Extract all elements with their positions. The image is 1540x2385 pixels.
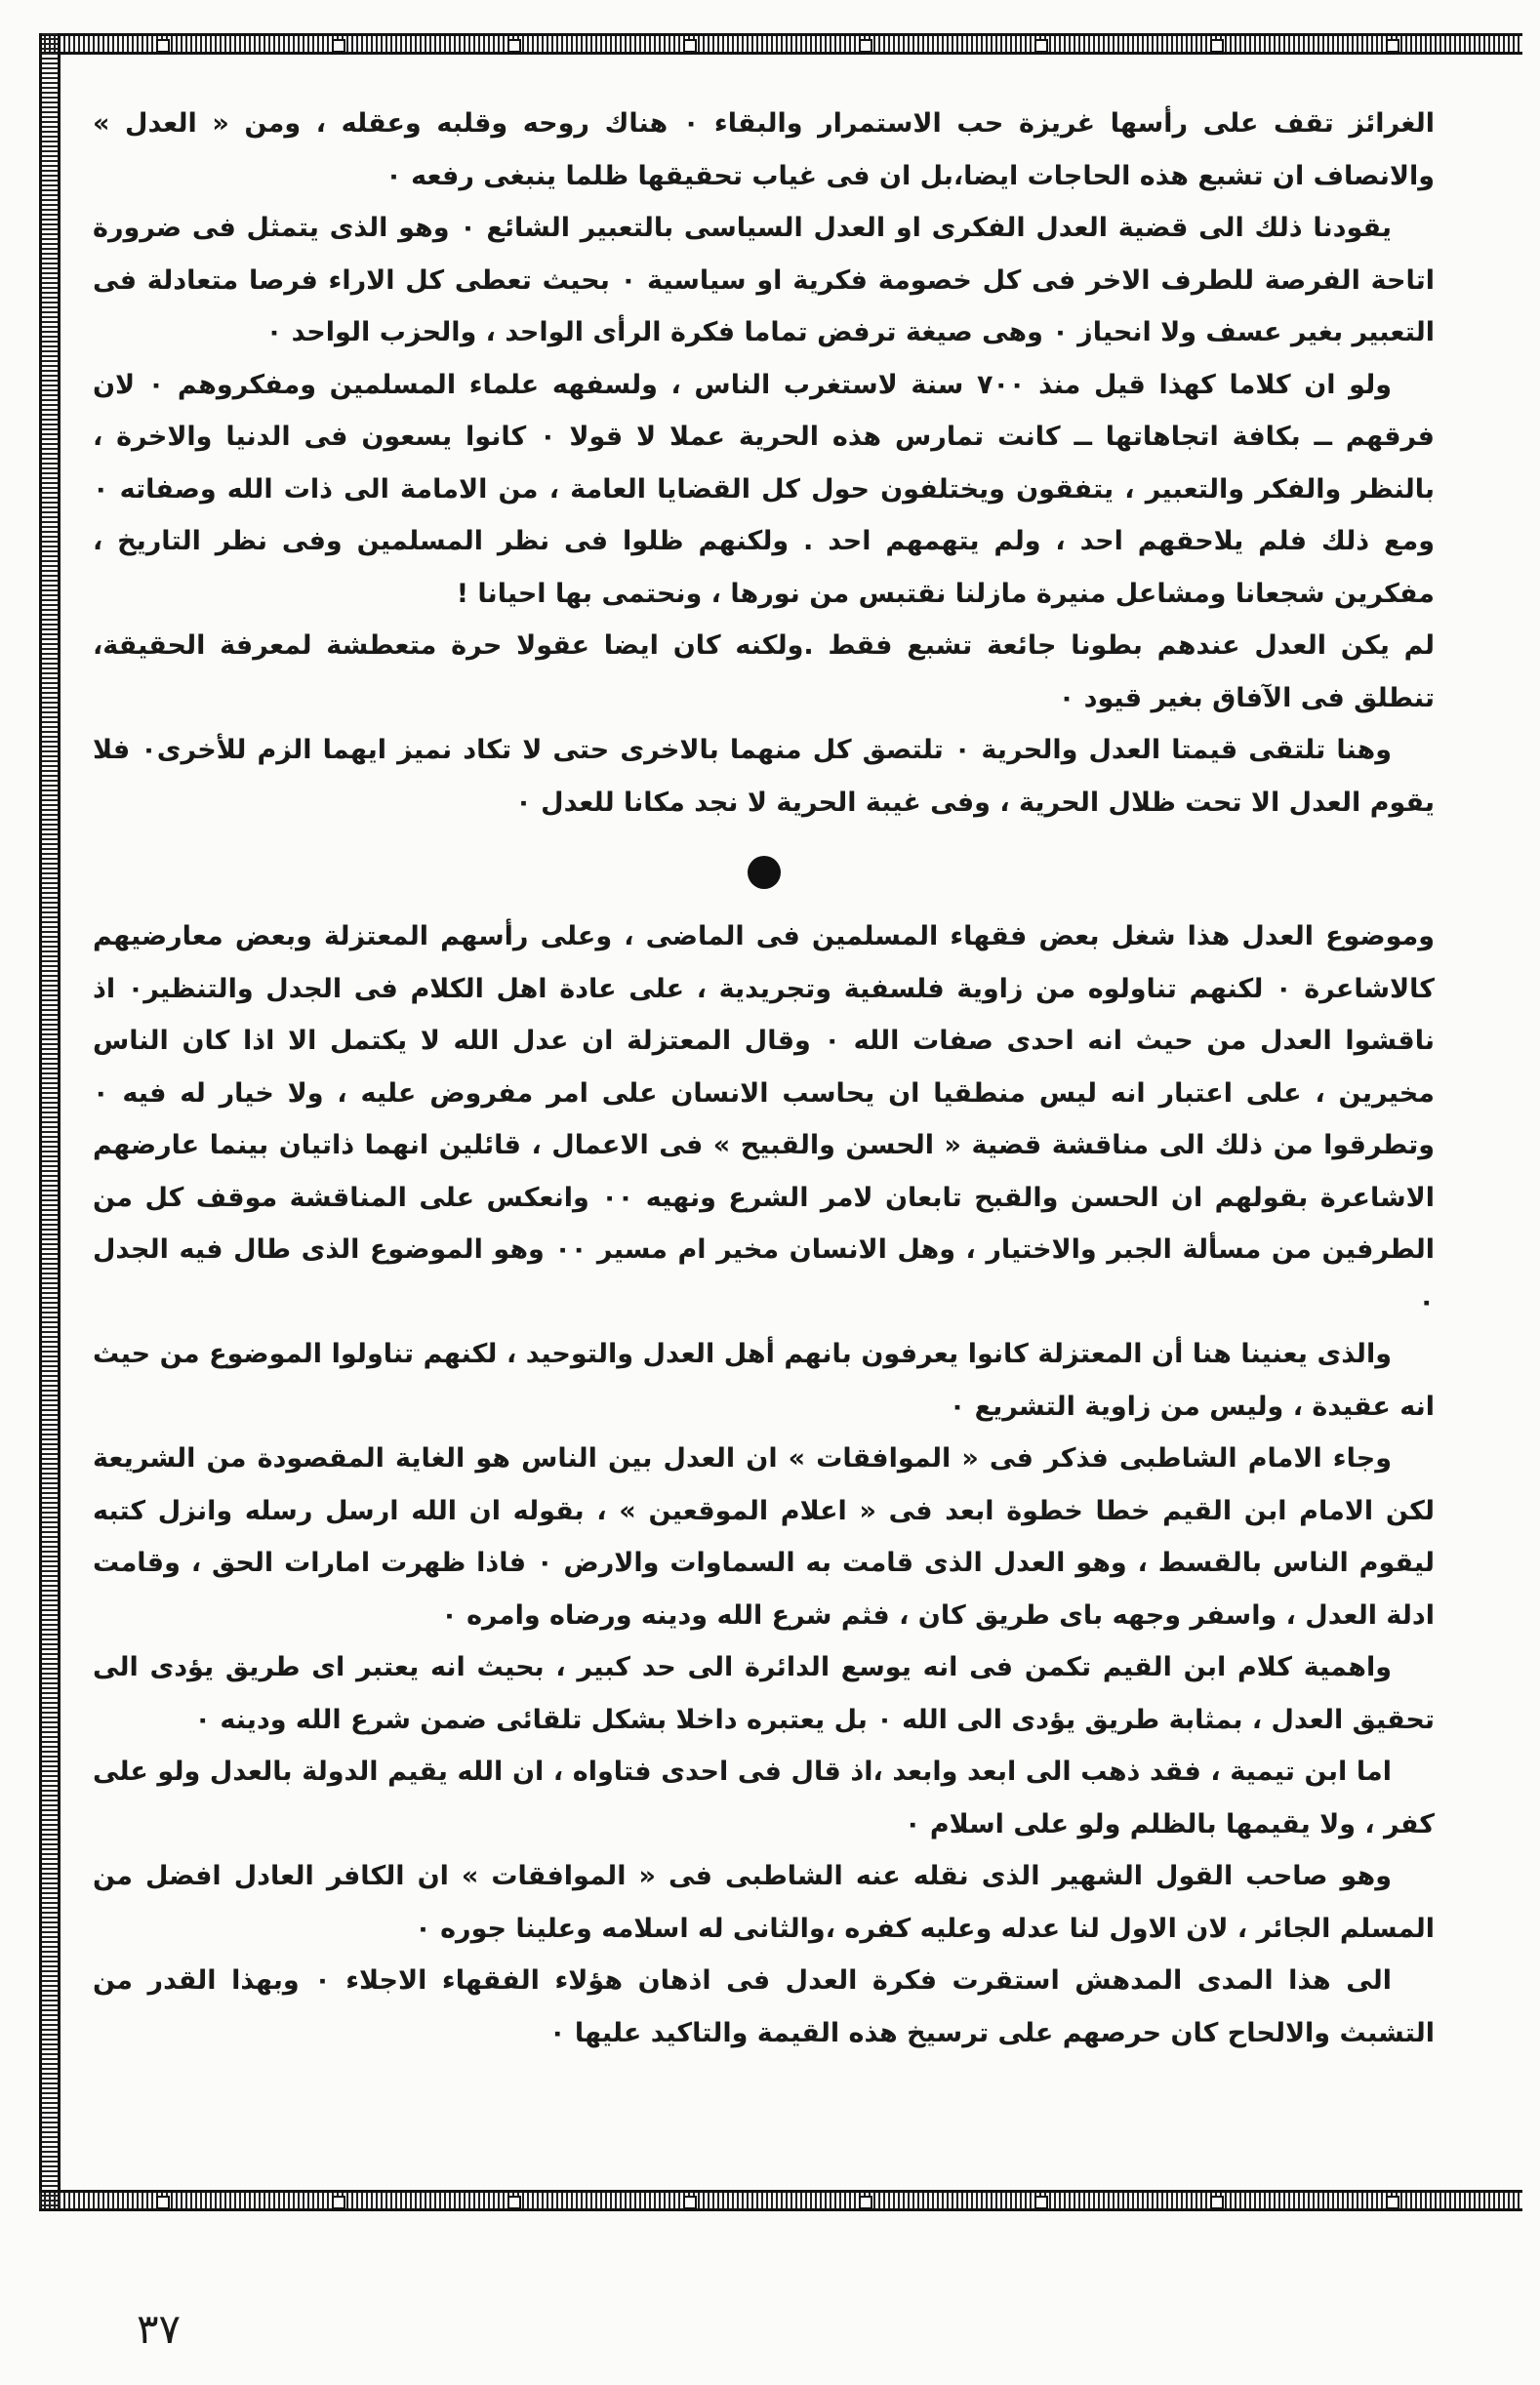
border-ornament-icon — [1210, 2196, 1224, 2209]
paragraph: يقودنا ذلك الى قضية العدل الفكرى او العدل السياسى بالتعبير الشائع ٠ وهو الذى يتمثل فى ضرورة اتاحة الفرصة للطرف الاخر فى كل خصومة فكرية او سياسية ٠ بحيث تعطى كل الاراء فرصا متعادلة فى التعبير بغير عسف ولا انحياز ٠ وهى صيغة ترفض تماما فكرة الرأى الواحد ، والحزب الواحد ٠ — [93, 213, 1435, 347]
border-ornament-icon — [332, 2196, 345, 2209]
paragraph: وهنا تلتقى قيمتا العدل والحرية ٠ تلتصق كل منهما بالاخرى حتى لا تكاد نميز ايهما الزم للأخرى٠ فلا يقوم العدل الا تحت ظلال الحرية ، وفى غيبة الحرية لا نجد مكانا للعدل ٠ — [93, 735, 1435, 818]
paragraph: الغرائز تقف على رأسها غريزة حب الاستمرار والبقاء ٠ هناك روحه وقلبه وعقله ، ومن « العدل » والانصاف ان تشبع هذه الحاجات ايضا،بل ان فى غياب تحقيقها ظلما ينبغى رفعه ٠ — [93, 108, 1435, 191]
page-number: ٣٧ — [137, 2305, 182, 2353]
paragraph: اما ابن تيمية ، فقد ذهب الى ابعد وابعد ،اذ قال فى احدى فتاواه ، ان الله يقيم الدولة بالعدل ولو على كفر ، ولا يقيمها بالظلم ولو على اسلام ٠ — [93, 1757, 1435, 1839]
decorative-border-top — [39, 33, 1522, 55]
decorative-border-bottom — [39, 2190, 1522, 2211]
paragraph: لم يكن العدل عندهم بطونا جائعة تشبع فقط .ولكنه كان ايضا عقولا حرة متعطشة لمعرفة الحقيقة، تنطلق فى الآفاق بغير قيود ٠ — [93, 630, 1435, 713]
paragraph: الى هذا المدى المدهش استقرت فكرة العدل فى اذهان هؤلاء الفقهاء الاجلاء ٠ وبهذا القدر من التشبث والالحاح كان حرصهم على ترسيخ هذه القيمة والتاكيد عليها ٠ — [93, 1965, 1435, 2048]
paragraph: والذى يعنينا هنا أن المعتزلة كانوا يعرفون بانهم أهل العدل والتوحيد ، لكنهم تناولوا الموضوع من حيث انه عقيدة ، وليس من زاوية التشريع ٠ — [93, 1339, 1435, 1422]
decorative-border-left — [39, 33, 61, 2211]
border-ornament-icon — [683, 2196, 697, 2209]
border-ornament-icon — [507, 2196, 521, 2209]
paragraph: وجاء الامام الشاطبى فذكر فى « الموافقات » ان العدل بين الناس هو الغاية المقصودة من الشريعة لكن الامام ابن القيم خطا خطوة ابعد فى « اعلام الموقعين » ، بقوله ان الله ارسل رسله وانزل كتبه ليقوم الناس بالقسط ، وهو العدل الذى قامت به السماوات والارض ٠ فاذا ظهرت امارات الحق ، وقامت ادلة العدل ، واسفر وجهه باى طريق كان ، فثم شرع الله ودينه ورضاه وامره ٠ — [93, 1443, 1435, 1631]
section-divider-dot-icon — [748, 856, 781, 889]
border-ornament-icon — [1210, 39, 1224, 53]
border-ornament-icon — [1034, 39, 1048, 53]
border-ornament-icon — [859, 2196, 872, 2209]
border-ornament-icon — [332, 39, 345, 53]
border-ornament-icon — [683, 39, 697, 53]
border-ornament-icon — [507, 39, 521, 53]
border-ornament-icon — [1034, 2196, 1048, 2209]
paragraph: وموضوع العدل هذا شغل بعض فقهاء المسلمين فى الماضى ، وعلى رأسهم المعتزلة وبعض معارضيهم كالاشاعرة ٠ لكنهم تناولوه من زاوية فلسفية وتجريدية ، على عادة اهل الكلام فى الجدل والتنظير٠ اذ ناقشوا العدل من حيث انه احدى صفات الله ٠ وقال المعتزلة ان عدل الله لا يكتمل الا اذا كان الناس مخيرين ، على اعتبار انه ليس منطقيا ان يحاسب الانسان على امر مفروض عليه ، ولا خيار له فيه ٠ وتطرقوا من ذلك الى مناقشة قضية « الحسن والقبيح » فى الاعمال ، قائلين انهما ذاتيان بينما عارضهم الاشاعرة بقولهم ان الحسن والقبح تابعان لامر الشرع ونهيه ٠٠ وانعكس على المناقشة موقف كل من الطرفين من مسألة الجبر والاختيار ، وهل الانسان مخير ام مسير ٠٠ وهو الموضوع الذى طال فيه الجدل ٠ — [93, 921, 1436, 1317]
border-ornament-icon — [859, 39, 872, 53]
border-ornament-icon — [1386, 39, 1399, 53]
paragraph: وهو صاحب القول الشهير الذى نقله عنه الشاطبى فى « الموافقات » ان الكافر العادل افضل من المسلم الجائر ، لان الاول لنا عدله وعليه كفره ،والثانى له اسلامه وعلينا جوره ٠ — [93, 1861, 1435, 1944]
border-ornament-icon — [1386, 2196, 1399, 2209]
border-ornament-icon — [156, 39, 170, 53]
article-body — [93, 98, 1435, 2059]
paragraph: ولو ان كلاما كهذا قيل منذ ٧٠٠ سنة لاستغرب الناس ، ولسفهه علماء المسلمين ومفكروهم ٠ لان فرقهم ــ بكافة اتجاهاتها ــ كانت تمارس هذه الحرية عملا لا قولا ٠ كانوا يسعون فى الدنيا والاخرة ، بالنظر والفكر والتعبير ، يتفقون ويختلفون حول كل القضايا العامة ، من الامامة الى ذات الله وصفاته ٠ ومع ذلك فلم يلاحقهم احد ، ولم يتهمهم احد . ولكنهم ظلوا فى نظر المسلمين وفى نظر التاريخ ، مفكرين شجعانا ومشاعل منيرة مازلنا نقتبس من نورها ، ونحتمى بها احيانا ! — [93, 369, 1435, 609]
border-ornament-icon — [156, 2196, 170, 2209]
paragraph: واهمية كلام ابن القيم تكمن فى انه يوسع الدائرة الى حد كبير ، بحيث انه يعتبر اى طريق يؤدى الى تحقيق العدل ، بمثابة طريق يؤدى الى الله ٠ بل يعتبره داخلا بشكل تلقائى ضمن شرع الله ودينه ٠ — [93, 1652, 1435, 1735]
